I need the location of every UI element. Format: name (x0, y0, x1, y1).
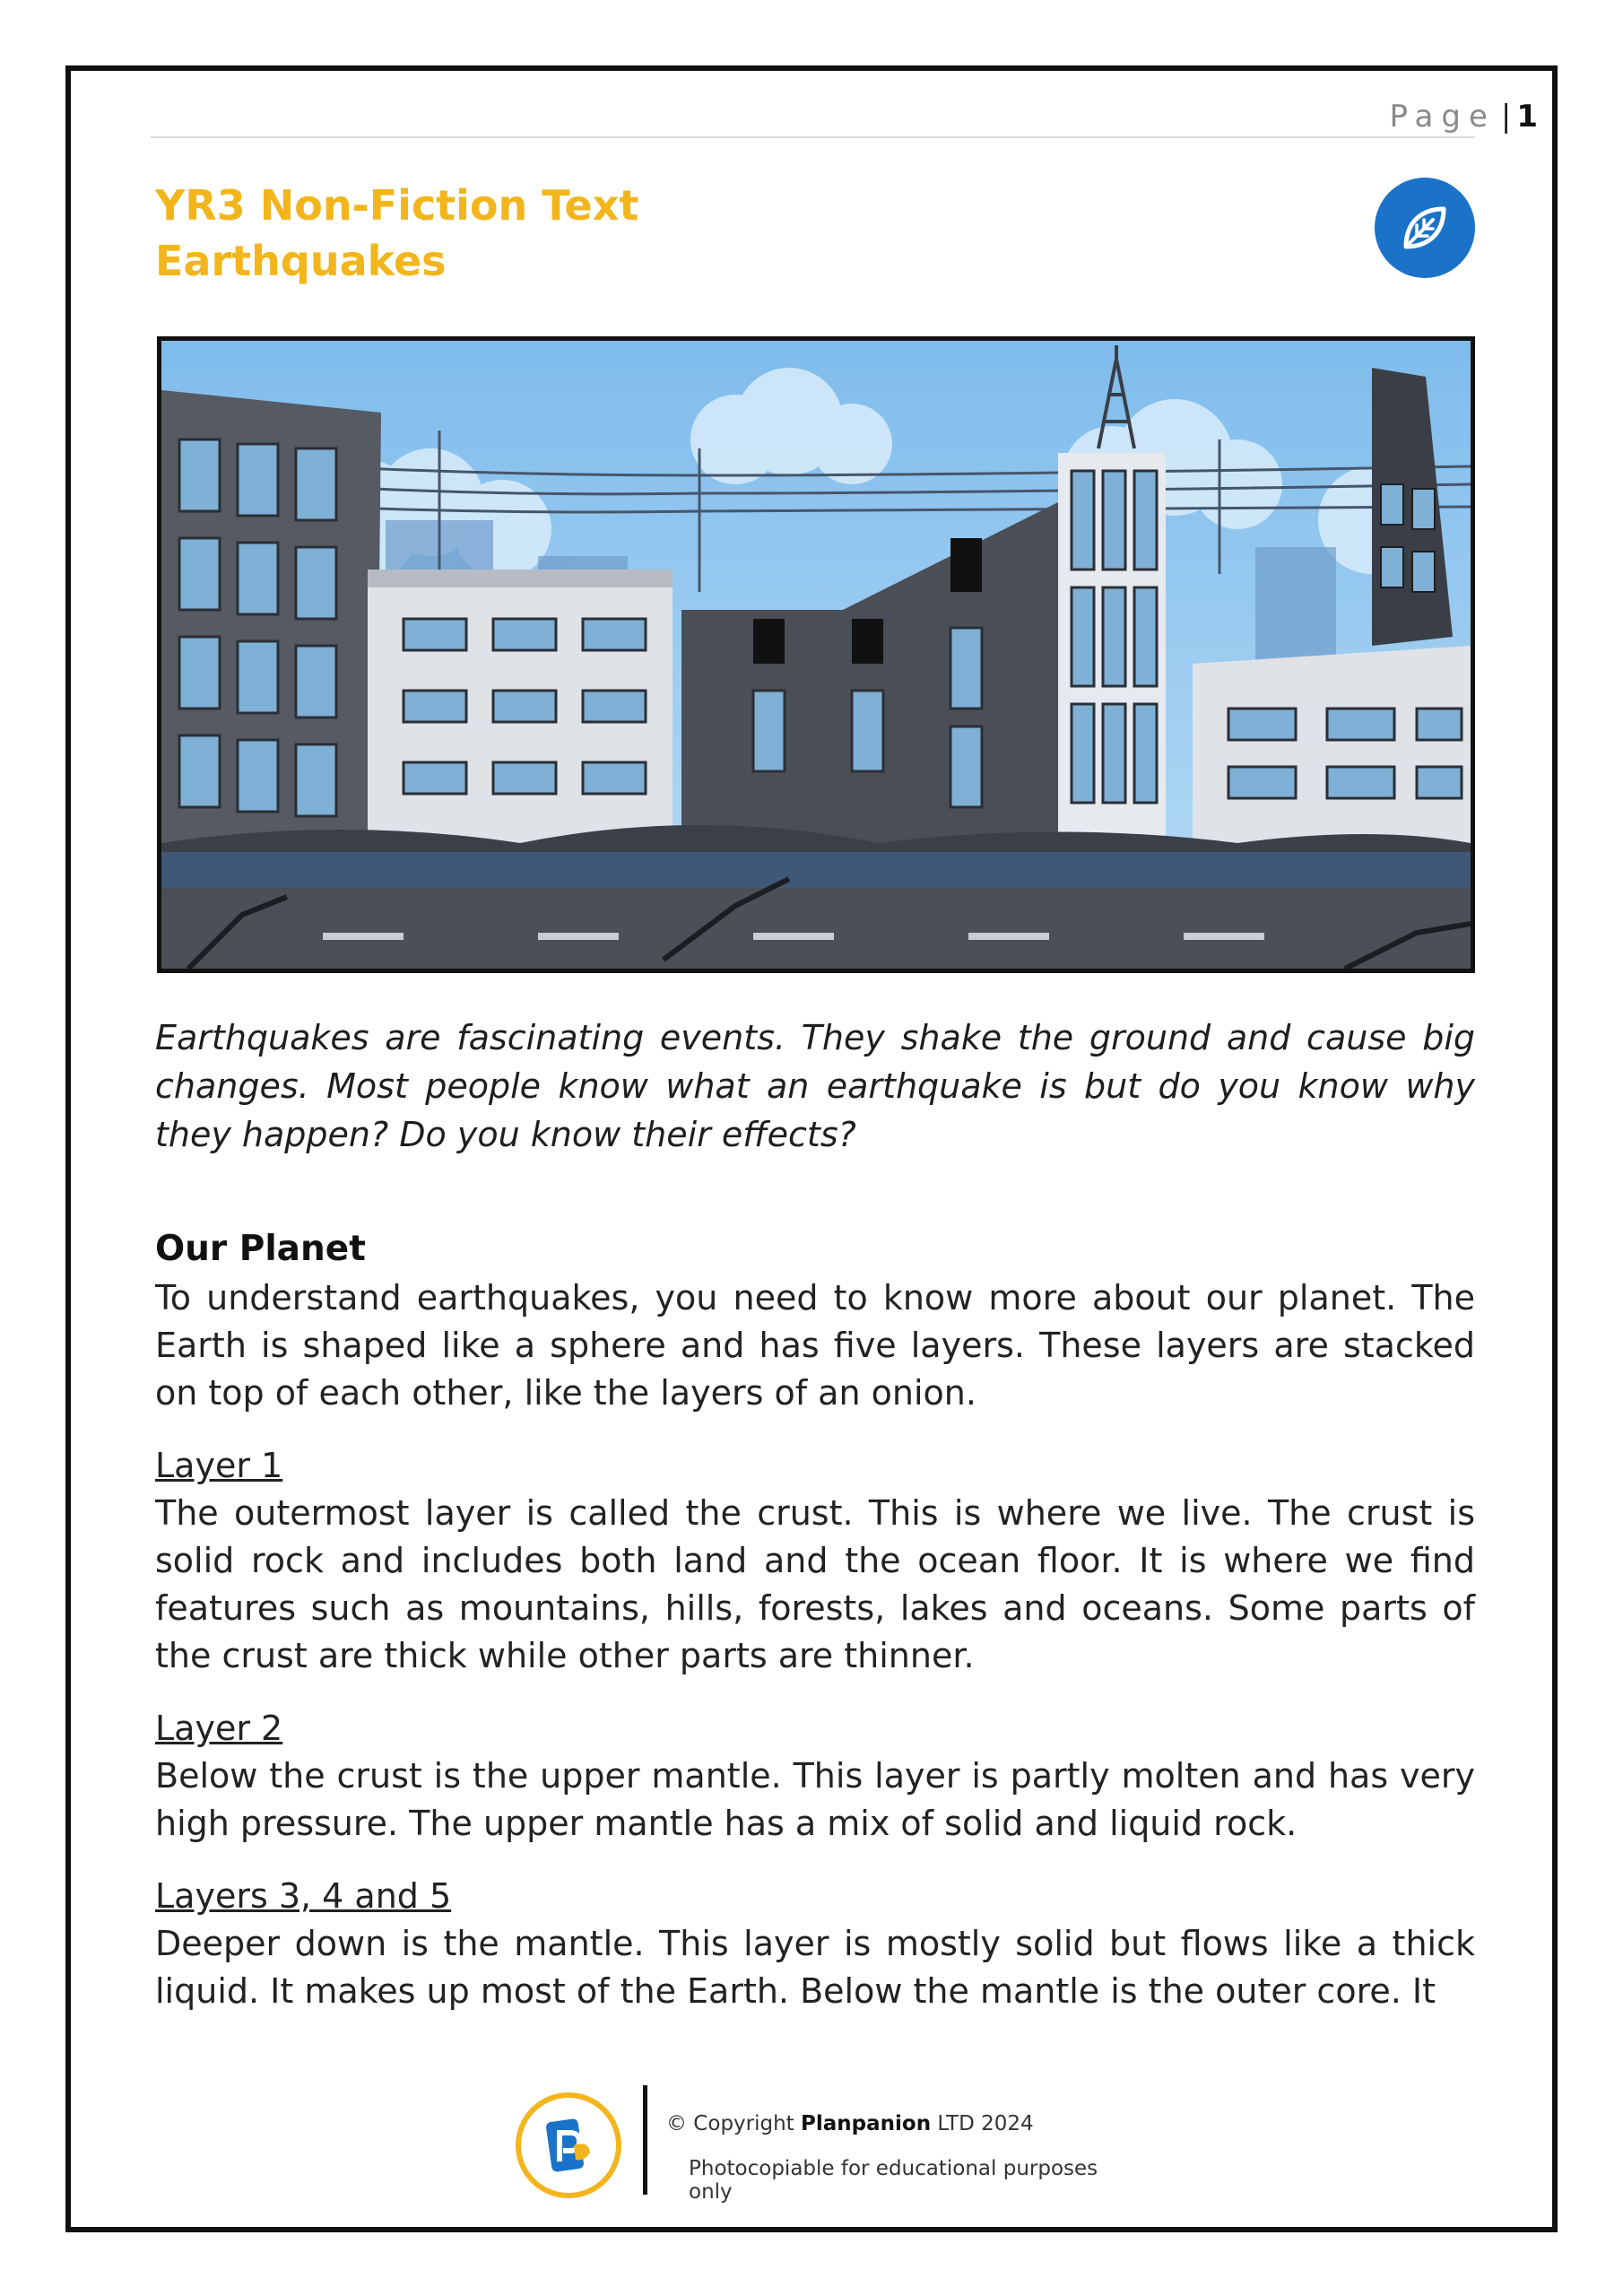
intro-paragraph: Earthquakes are fascinating events. They shake the ground and cause big changes. Most people know what an earthquake is but do you know why they happen? Do you know their effects? (155, 1018, 1475, 1154)
layer2-heading: Layer 2 (155, 1709, 283, 1748)
layer2-paragraph: Below the crust is the upper mantle. This layer is partly molten and has very high pressure. The upper mantle has a mix of solid and liquid rock. (155, 1756, 1475, 1843)
article-body (155, 1224, 1475, 2015)
leaf-icon (1375, 178, 1475, 278)
header-rule (151, 136, 1475, 138)
page-label: Page (1389, 99, 1496, 135)
earthquake-damaged-city-illustration (157, 336, 1475, 973)
title-line-1: YR3 Non-Fiction Text (155, 181, 639, 230)
footer (516, 2085, 1143, 2202)
title-line-2: Earthquakes (155, 237, 447, 285)
copyright-suffix: LTD 2024 (937, 2112, 1034, 2135)
planpanion-logo-icon (516, 2092, 621, 2198)
photocopy-notice: Photocopiable for educational purposes only (689, 2157, 1098, 2204)
page-number-value: 1 (1516, 99, 1538, 135)
copyright-prefix: © Copyright (666, 2112, 794, 2135)
layer1-paragraph: The outermost layer is called the crust. This is where we live. The crust is solid rock and includes both land and the ocean floor. It is where we find features such as mountains, hills, forests, lakes and oceans. Some parts of the crust are thick while other parts are thinner. (155, 1493, 1475, 1675)
page-number: Page | 1 (1389, 99, 1538, 135)
section-paragraph: To understand earthquakes, you need to know more about our planet. The Earth is shaped like a sphere and has five layers. These layers are stacked on top of each other, like the layers of an onion. (155, 1278, 1475, 1413)
footer-divider (643, 2085, 647, 2195)
company-name: Planpanion (801, 2112, 932, 2135)
section-heading: Our Planet (155, 1229, 366, 1269)
layer1-heading: Layer 1 (155, 1446, 283, 1485)
layer345-paragraph: Deeper down is the mantle. This layer is mostly solid but flows like a thick liquid. It makes up most of the Earth. Below the mantle is the outer core. It (155, 1924, 1475, 2011)
layer345-heading: Layers 3, 4 and 5 (155, 1876, 452, 1916)
copyright-line (666, 2112, 1034, 2135)
page-title (155, 178, 638, 289)
